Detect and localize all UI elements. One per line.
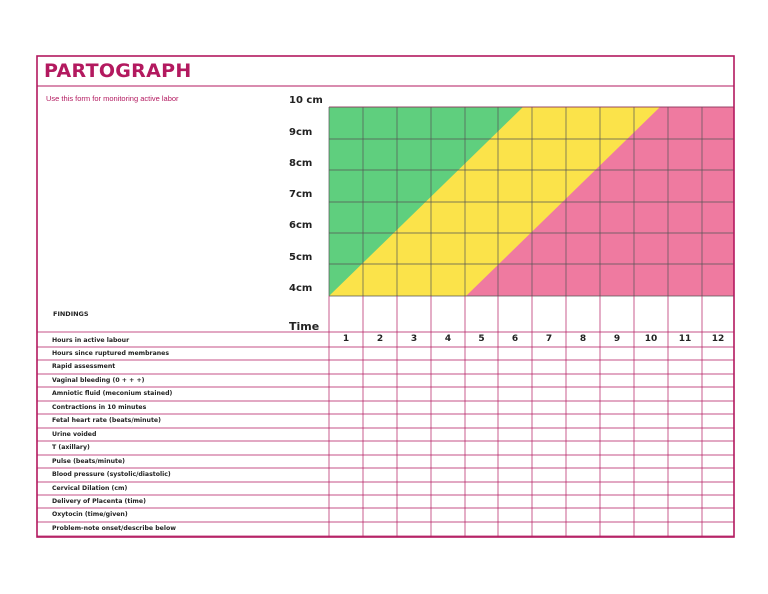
form-title: PARTOGRAPH — [44, 60, 192, 82]
row-label-contractions: Contractions in 10 minutes — [52, 404, 147, 411]
dilation-label-10cm: 10 cm — [289, 95, 323, 106]
hour-label: 9 — [613, 334, 621, 344]
dilation-label-9cm: 9cm — [289, 127, 313, 138]
hour-label: 6 — [511, 334, 519, 344]
hour-label: 8 — [579, 334, 587, 344]
row-label-problem-note: Problem-note onset/describe below — [52, 525, 176, 532]
row-label-fetal-heart-rate: Fetal heart rate (beats/minute) — [52, 417, 161, 424]
row-label-delivery-placenta: Delivery of Placenta (time) — [52, 498, 146, 505]
row-label-oxytocin: Oxytocin (time/given) — [52, 511, 128, 518]
dilation-label-5cm: 5cm — [289, 252, 313, 263]
hour-label: 3 — [410, 334, 418, 344]
hour-label: 10 — [644, 334, 658, 344]
row-label-cervical-dilation: Cervical Dilation (cm) — [52, 485, 128, 492]
findings-heading: FINDINGS — [53, 310, 89, 318]
time-label: Time — [289, 320, 320, 333]
row-label-hours-active-labour: Hours in active labour — [52, 337, 130, 344]
row-label-urine-voided: Urine voided — [52, 431, 97, 438]
hour-label: 12 — [711, 334, 725, 344]
dilation-label-8cm: 8cm — [289, 158, 313, 169]
row-label-pulse: Pulse (beats/minute) — [52, 458, 125, 465]
row-label-vaginal-bleeding: Vaginal bleeding (0 + + +) — [52, 377, 145, 384]
hour-label: 11 — [678, 334, 692, 344]
row-label-temperature: T (axillary) — [52, 444, 90, 451]
row-label-amniotic-fluid: Amniotic fluid (meconium stained) — [52, 390, 173, 397]
hour-label: 2 — [376, 334, 384, 344]
row-label-rapid-assessment: Rapid assessment — [52, 363, 116, 370]
dilation-label-7cm: 7cm — [289, 189, 313, 200]
hour-label: 7 — [545, 334, 553, 344]
form-subtitle: Use this form for monitoring active labor — [46, 94, 179, 103]
dilation-label-4cm: 4cm — [289, 283, 313, 294]
hour-label: 5 — [478, 334, 485, 344]
row-label-blood-pressure: Blood pressure (systolic/diastolic) — [52, 471, 171, 478]
dilation-label-6cm: 6cm — [289, 220, 313, 231]
hour-label: 1 — [342, 334, 350, 344]
row-label-hours-ruptured-membranes: Hours since ruptured membranes — [52, 350, 170, 357]
hour-label: 4 — [444, 334, 452, 344]
